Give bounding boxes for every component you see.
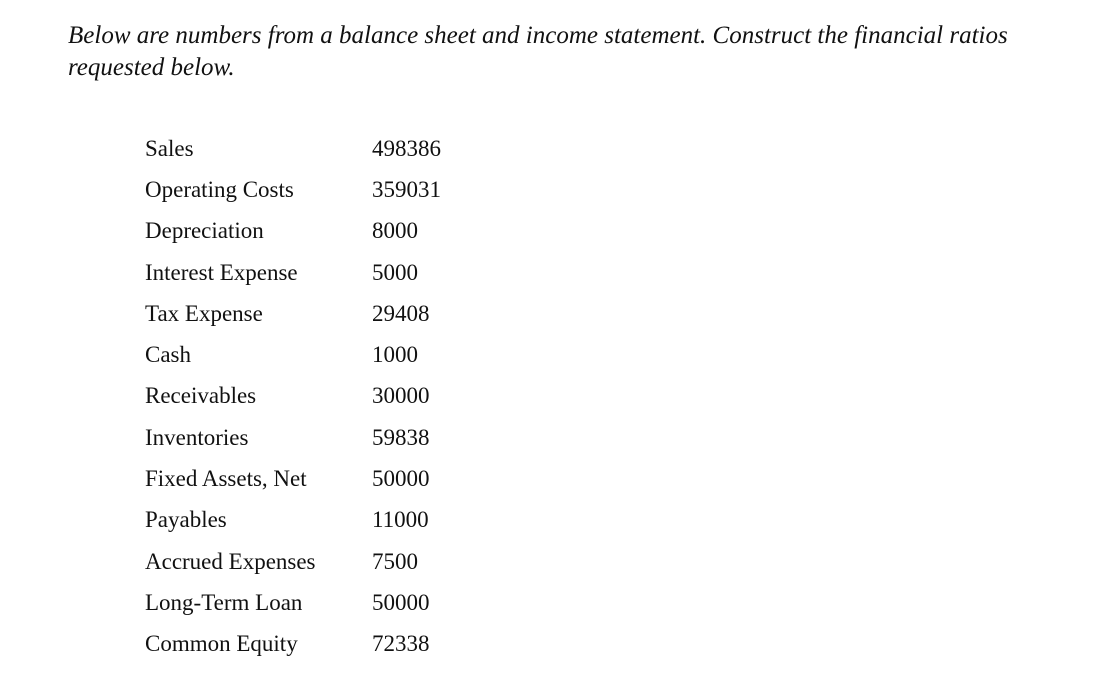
row-label: Payables [145, 507, 227, 533]
row-label: Long-Term Loan [145, 589, 303, 615]
row-value: 50000 [372, 589, 430, 615]
financial-figures-table [145, 128, 492, 665]
table-row [145, 293, 492, 334]
row-value: 50000 [372, 466, 430, 492]
row-value: 359031 [372, 176, 441, 202]
row-label: Inventories [145, 424, 249, 450]
table-row [145, 169, 492, 210]
table-row [145, 500, 492, 541]
table-row [145, 376, 492, 417]
table-row [145, 417, 492, 458]
instructions-line-1: Below are numbers from a balance sheet and income statement. Construct the financial ratios [68, 22, 1008, 49]
row-value: 11000 [372, 507, 429, 533]
table-row [145, 128, 492, 169]
row-value: 7500 [372, 548, 418, 574]
row-value: 498386 [372, 135, 441, 161]
row-label: Tax Expense [145, 300, 263, 326]
instructions-line-2: requested below. [68, 54, 235, 81]
row-value: 1000 [372, 342, 418, 368]
table-row [145, 458, 492, 499]
table-row [145, 541, 492, 582]
table-row [145, 582, 492, 623]
row-value: 30000 [372, 383, 430, 409]
row-value: 29408 [372, 300, 430, 326]
row-label: Operating Costs [145, 176, 294, 202]
instructions-text [68, 20, 1058, 84]
row-value: 72338 [372, 631, 430, 657]
row-label: Cash [145, 342, 191, 368]
row-value: 8000 [372, 218, 418, 244]
row-label: Fixed Assets, Net [145, 466, 307, 492]
row-label: Depreciation [145, 218, 264, 244]
table-row [145, 252, 492, 293]
table-row [145, 334, 492, 375]
table-row [145, 624, 492, 665]
table-row [145, 211, 492, 252]
row-value: 59838 [372, 424, 430, 450]
row-label: Sales [145, 135, 194, 161]
row-value: 5000 [372, 259, 418, 285]
row-label: Receivables [145, 383, 257, 409]
row-label: Common Equity [145, 631, 298, 657]
row-label: Interest Expense [145, 259, 298, 285]
row-label: Accrued Expenses [145, 548, 316, 574]
